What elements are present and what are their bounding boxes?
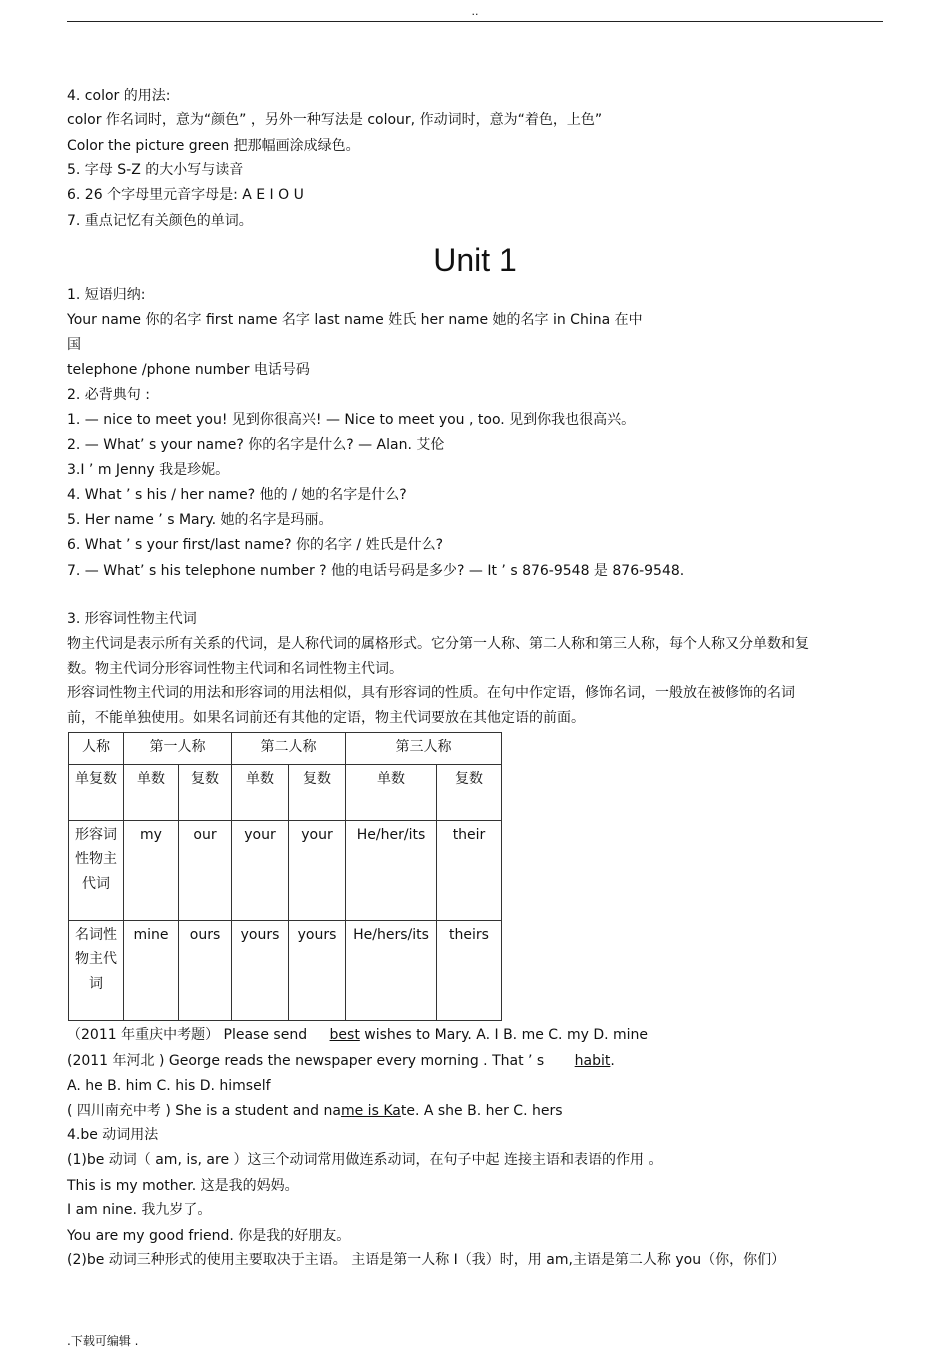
sentence-line: 2. — What’ s your name? 你的名字是什么? — Alan. 艾伦 — [67, 437, 445, 453]
grammar-line: (2)be 动词三种形式的使用主要取决于主语。 主语是第一人称 I（我）时，用 am,主语是第二人称 you（你，你们） — [67, 1252, 786, 1268]
table-cell: 人称 — [69, 733, 124, 765]
footer-note: .下载可编辑 . — [67, 1334, 139, 1348]
section-heading: 2. 必背典句 : — [67, 387, 150, 403]
table-cell: your — [289, 820, 346, 920]
table-cell: 第三人称 — [346, 733, 502, 765]
sentence-line: 7. — What’ s his telephone number ? 他的电话号码是多少? — It ’ s 876-9548 是 876-9548. — [67, 563, 685, 579]
exam-text: (2011 年河北 ) George reads the newspaper every morning . That ’ s — [67, 1053, 545, 1069]
section-heading: 3. 形容词性物主代词 — [67, 611, 197, 627]
paragraph: 形容词性物主代词的用法和形容词的用法相似，具有形容词的性质。在句中作定语，修饰名词，一般放在被修饰的名词前，不能单独使用。如果名词前还有其他的定语，物主代词要放在其他定语的前面。 — [67, 685, 795, 726]
exam-question — [67, 1102, 563, 1120]
note-line: Color the picture green 把那幅画涂成绿色。 — [67, 138, 360, 154]
table-cell: 复数 — [179, 764, 232, 820]
table-cell: ours — [179, 920, 232, 1020]
exam-text: ( 四川南充中考 ) She is a student and na — [67, 1103, 341, 1119]
exam-blank: habit — [574, 1053, 611, 1069]
paragraph: 物主代词是表示所有关系的代词，是人称代词的属格形式。它分第一人称、第二人称和第三人称，每个人称又分单数和复数。物主代词分形容词性物主代词和名词性物主代词。 — [67, 636, 809, 677]
note-line: 4. color 的用法: — [67, 88, 171, 104]
table-cell: mine — [124, 920, 179, 1020]
exam-question — [67, 1052, 615, 1070]
table-cell: 第一人称 — [124, 733, 232, 765]
sentence-line: 3.I ’ m Jenny 我是珍妮。 — [67, 462, 230, 478]
table-cell: yours — [232, 920, 289, 1020]
table-cell: 单数 — [346, 764, 437, 820]
exam-text: （2011 年重庆中考题） Please send — [67, 1027, 308, 1043]
section-heading: 4.be 动词用法 — [67, 1127, 159, 1143]
exam-text: . — [610, 1053, 615, 1069]
note-line: 7. 重点记忆有关颜色的单词。 — [67, 213, 253, 229]
sentence-line: 4. What ’ s his / her name? 他的 / 她的名字是什么? — [67, 487, 407, 503]
phrase-line: telephone /phone number 电话号码 — [67, 362, 310, 378]
table-row-label: 名词性物主代词 — [69, 920, 124, 1020]
sentence-line: 6. What ’ s your first/last name? 你的名字 / 姓氏是什么? — [67, 537, 444, 553]
table-cell: He/her/its — [346, 820, 437, 920]
note-line: 6. 26 个字母里元音字母是: A E I O U — [67, 187, 304, 203]
table-cell: your — [232, 820, 289, 920]
table-cell: He/hers/its — [346, 920, 437, 1020]
exam-question — [67, 1026, 648, 1044]
table-row-label: 形容词性物主代词 — [69, 820, 124, 920]
table-row — [69, 920, 502, 1020]
header-rule — [67, 21, 883, 22]
exam-options: A. he B. him C. his D. himself — [67, 1078, 271, 1094]
table-cell: 单数 — [232, 764, 289, 820]
table-cell: theirs — [437, 920, 502, 1020]
sentence-line: 5. Her name ’ s Mary. 她的名字是玛丽。 — [67, 512, 333, 528]
table-cell: 单数 — [124, 764, 179, 820]
table-subheader-row — [69, 764, 502, 820]
table-cell: 复数 — [437, 764, 502, 820]
table-cell: 单复数 — [69, 764, 124, 820]
sentence-line: 1. — nice to meet you! 见到你很高兴! — Nice to meet you , too. 见到你我也很高兴。 — [67, 412, 636, 428]
grammar-line: This is my mother. 这是我的妈妈。 — [67, 1178, 299, 1194]
phrase-line: 国 — [67, 337, 81, 353]
table-row — [69, 820, 502, 920]
table-cell: my — [124, 820, 179, 920]
pronoun-table — [68, 732, 502, 1021]
table-cell: their — [437, 820, 502, 920]
grammar-line: You are my good friend. 你是我的好朋友。 — [67, 1228, 351, 1244]
unit-title: Unit 1 — [433, 242, 517, 278]
exam-text: te. A she B. her C. hers — [400, 1103, 563, 1119]
table-cell: 复数 — [289, 764, 346, 820]
table-cell: yours — [289, 920, 346, 1020]
exam-blank: best — [329, 1027, 360, 1043]
table-cell: our — [179, 820, 232, 920]
table-cell: 第二人称 — [232, 733, 346, 765]
exam-blank: me is Ka — [340, 1103, 401, 1119]
exam-text: wishes to Mary. A. I B. me C. my D. mine — [364, 1027, 649, 1043]
grammar-line: I am nine. 我九岁了。 — [67, 1202, 212, 1218]
section-heading: 1. 短语归纳: — [67, 287, 146, 303]
header-dots: .. — [471, 5, 479, 18]
note-line: color 作名词时，意为“颜色” ，另外一种写法是 colour, 作动词时，意为“着色，上色” — [67, 112, 603, 128]
grammar-line: (1)be 动词（ am, is, are ）这三个动词常用做连系动词，在句子中起 连接主语和表语的作用 。 — [67, 1152, 663, 1168]
table-header-row — [69, 733, 502, 765]
phrase-line: Your name 你的名字 first name 名字 last name 姓氏 her name 她的名字 in China 在中 — [67, 312, 643, 328]
note-line: 5. 字母 S-Z 的大小写与读音 — [67, 162, 244, 178]
